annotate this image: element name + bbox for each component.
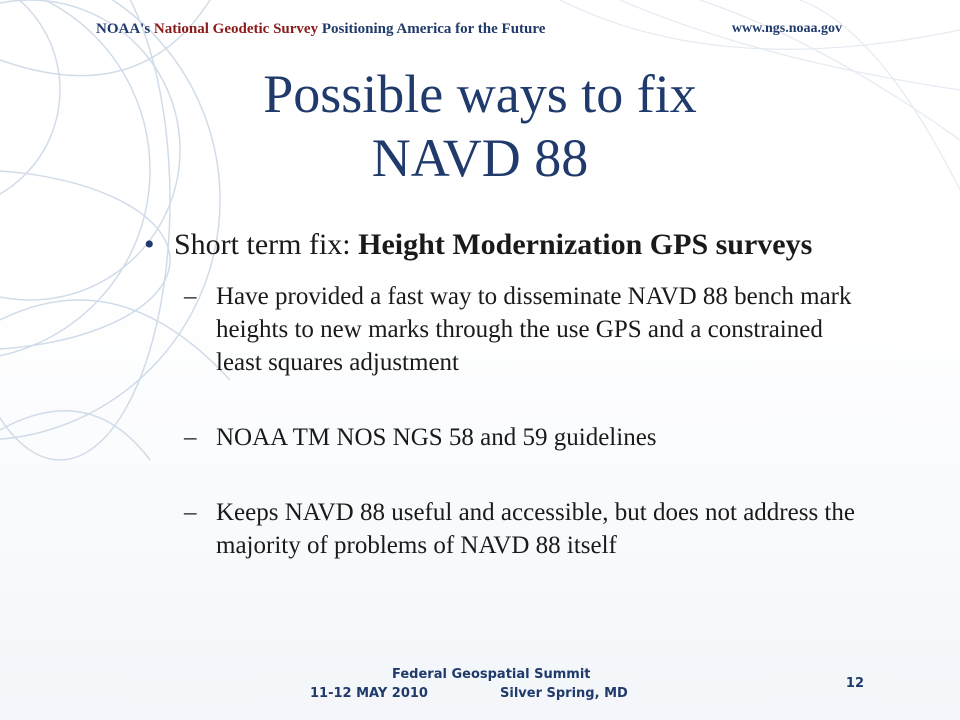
sub-bullet-text: NOAA TM NOS NGS 58 and 59 guidelines (216, 424, 657, 451)
sub-bullet-text: Have provided a fast way to disseminate NAVD 88 bench mark heights to new marks through the use GPS and a constrained least squares adjustment (216, 283, 852, 376)
sub-bullet-text: Keeps NAVD 88 useful and accessible, but does not address the majority of problems of NAVD 88 itself (216, 499, 855, 559)
slide-title (160, 62, 800, 190)
dash-icon: – (184, 283, 197, 310)
title-line-1: Possible ways to fix (263, 64, 697, 124)
slide-content (144, 226, 864, 562)
header-agency: National Geodetic Survey (153, 21, 319, 37)
sub-bullet-item (144, 280, 864, 379)
sub-bullet-item (144, 421, 864, 454)
dash-icon: – (184, 499, 197, 526)
footer-location: Silver Spring, MD (500, 686, 628, 701)
header-url[interactable]: www.ngs.noaa.gov (731, 21, 842, 36)
bullet-item (144, 226, 864, 264)
bullet-prefix: Short term fix: (174, 228, 359, 261)
header-tagline: Positioning America for the Future (321, 21, 546, 37)
bullet-icon: • (144, 228, 155, 261)
header-organization (96, 14, 545, 44)
header-bar (0, 14, 960, 44)
footer-event: Federal Geospatial Summit (392, 667, 591, 682)
sub-bullet-item (144, 496, 864, 562)
dash-icon: – (184, 424, 197, 451)
page-number: 12 (845, 676, 864, 691)
footer-date: 11-12 MAY 2010 (310, 686, 428, 701)
header-org: NOAA's (96, 21, 151, 37)
title-line-2: NAVD 88 (371, 128, 589, 188)
bullet-bold-text: Height Modernization GPS surveys (358, 228, 813, 261)
